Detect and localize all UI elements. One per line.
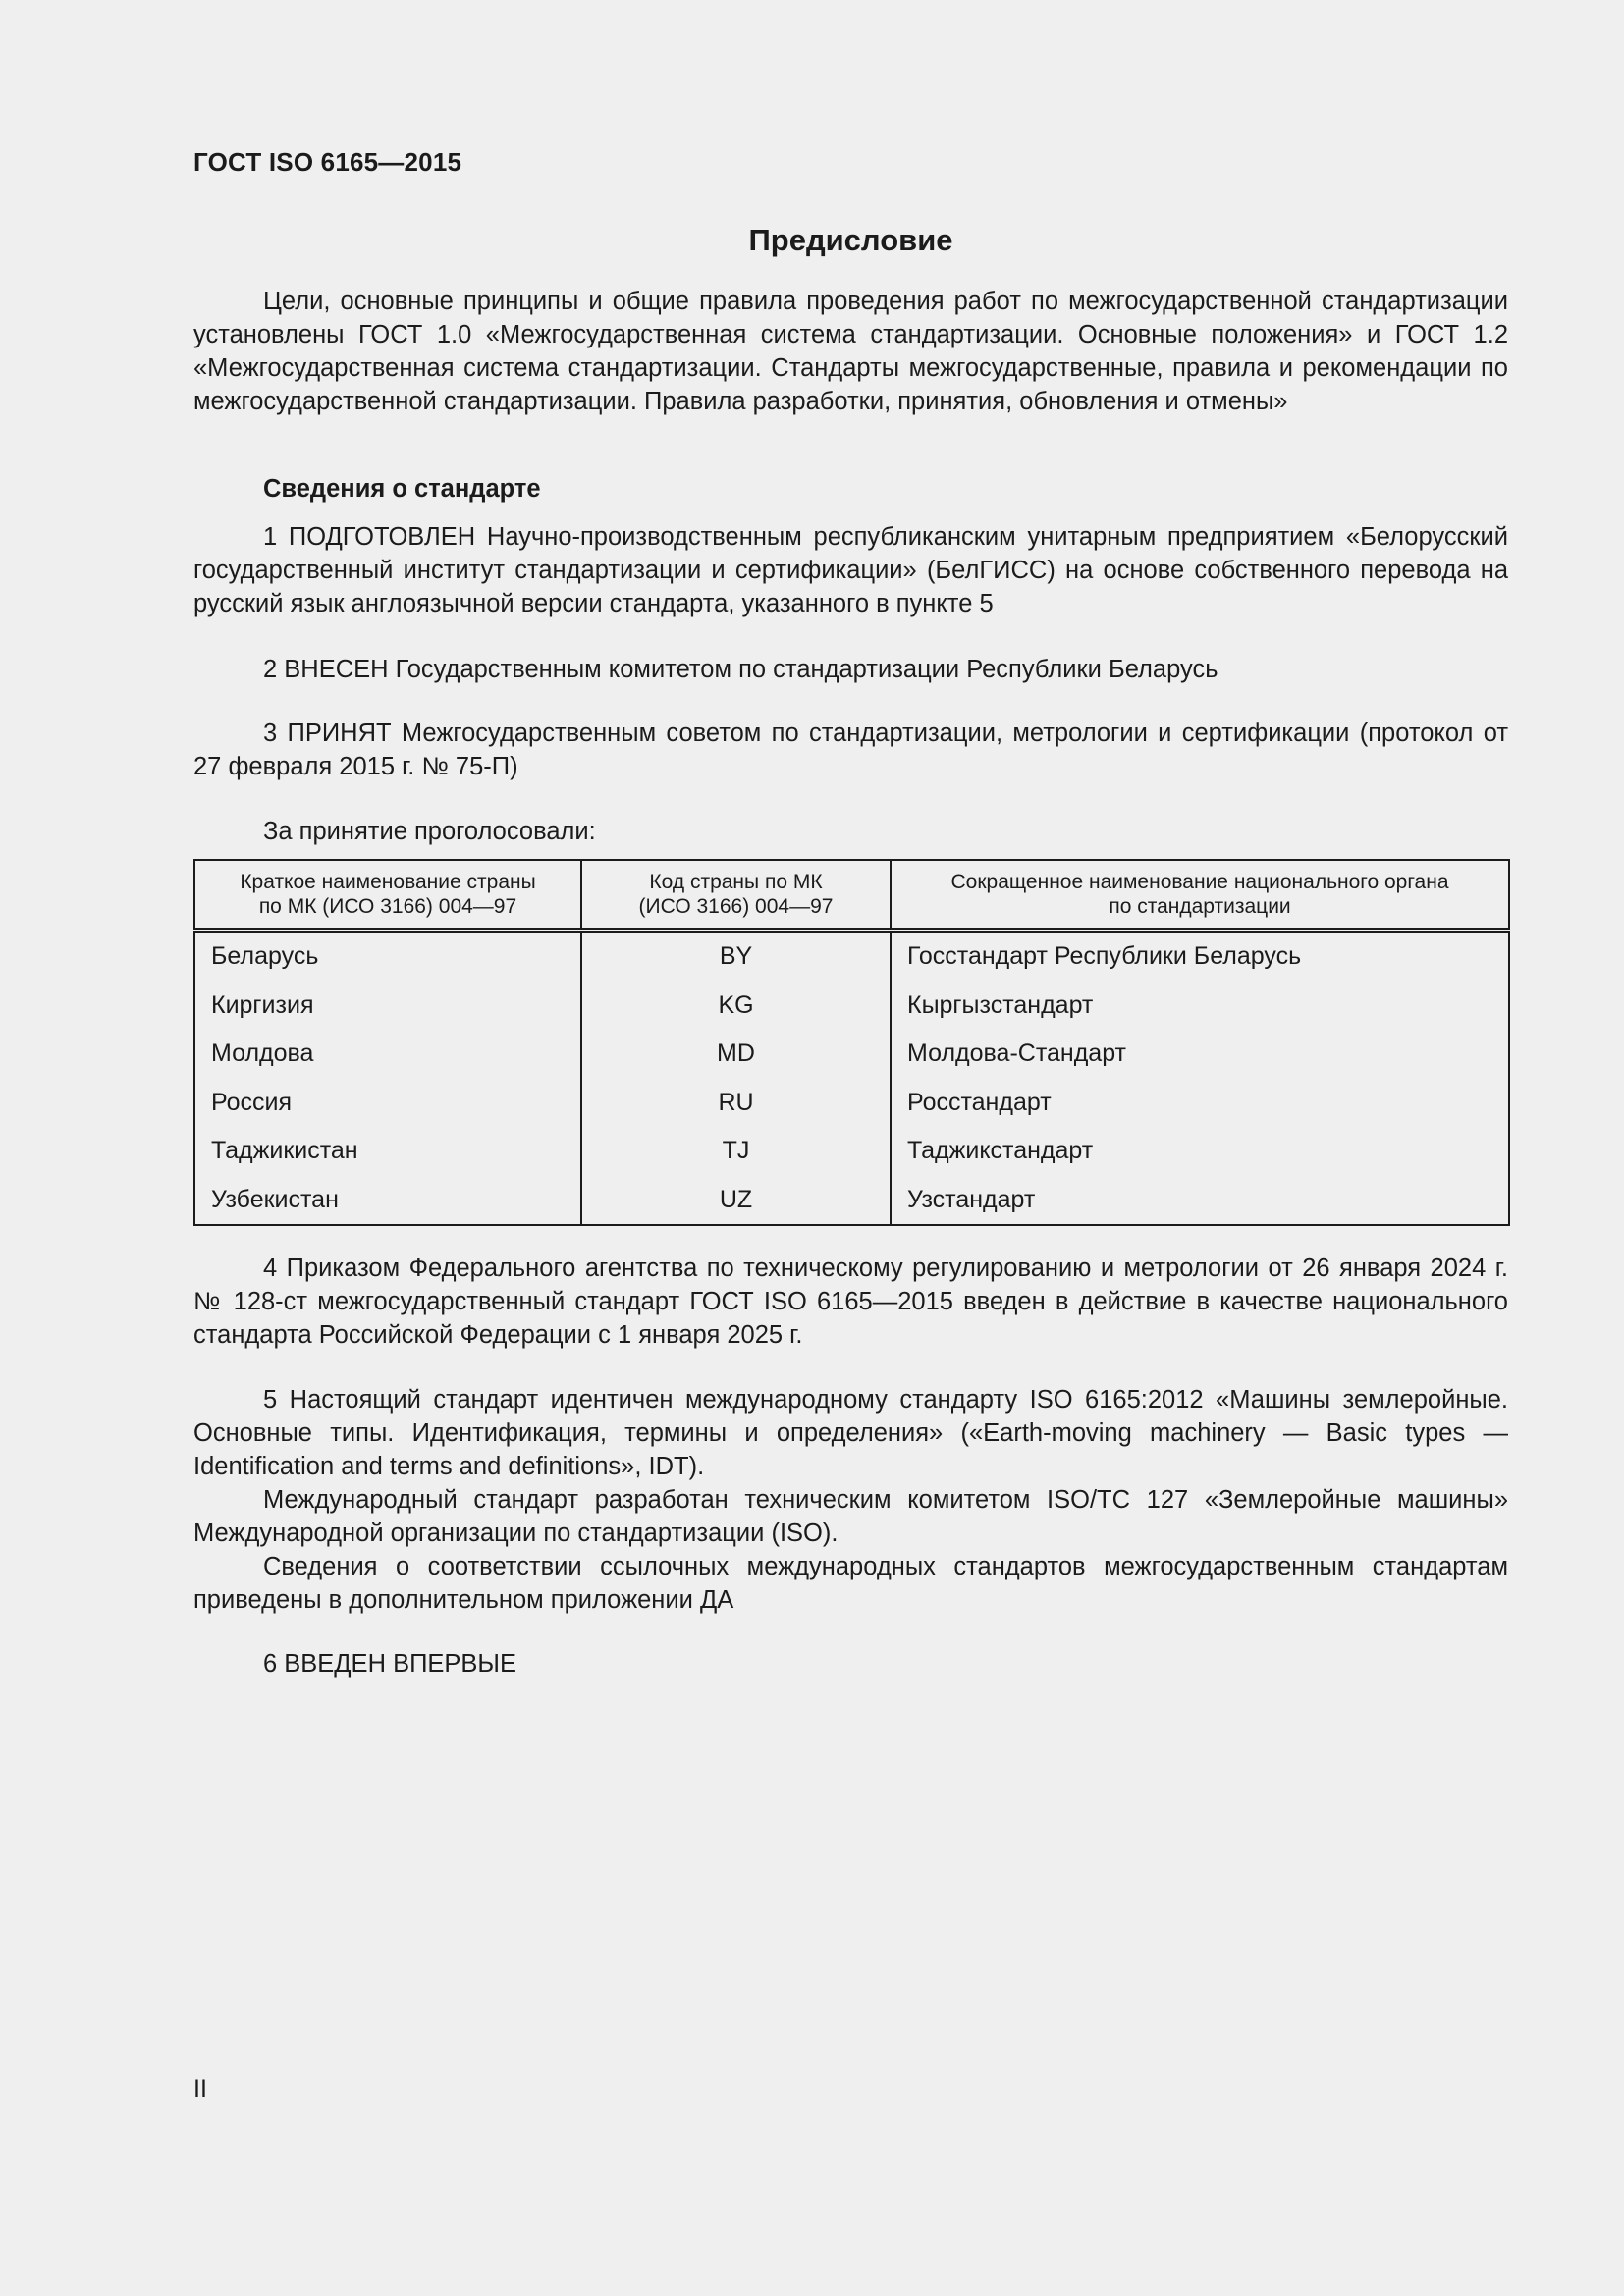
header-country-line1: Краткое наименование страны: [240, 871, 536, 893]
table-row: [194, 1176, 1509, 1226]
page-title: Предисловие: [748, 223, 953, 257]
item-5-identical: 5 Настоящий стандарт идентичен международному стандарту ISO 6165:2012 «Машины землеройные. Основные типы. Идентификация, термины и определения» («Earth-moving machinery — Basic types — Identification and terms and definitions», IDT).: [193, 1386, 1508, 1480]
item-5-references: Сведения о соответствии ссылочных международных стандартов межгосударственным стандартам приведены в дополнительном приложении ДА: [193, 1553, 1508, 1614]
table-row: [194, 1079, 1509, 1128]
header-body-line1: Сокращенное наименование национального органа: [950, 871, 1449, 893]
code-cell: RU: [581, 1079, 891, 1128]
header-country: [194, 860, 581, 931]
item-6-first-introduced: 6 ВВЕДЕН ВПЕРВЫЕ: [263, 1650, 517, 1678]
table-header-row: [194, 860, 1509, 931]
item-4-order: 4 Приказом Федерального агентства по техническому регулированию и метрологии от 26 января 2024 г. № 128-ст межгосударственный стандарт ГОСТ ISO 6165—2015 введен в действие в качестве национального стандарта Российской Федерации с 1 января 2025 г.: [193, 1255, 1508, 1349]
body-cell: Кыргызстандарт: [891, 982, 1509, 1031]
code-cell: KG: [581, 982, 891, 1031]
vote-label: За принятие проголосовали:: [263, 818, 596, 845]
intro-block: [193, 285, 1508, 418]
header-code: [581, 860, 891, 931]
country-cell: Узбекистан: [194, 1176, 581, 1226]
voting-table-wrap: [193, 859, 1508, 1226]
body-cell: Госстандарт Республики Беларусь: [891, 931, 1509, 982]
item-1-prepared: 1 ПОДГОТОВЛЕН Научно-производственным республиканским унитарным предприятием «Белорусский государственный институт стандартизации и сертификации» (БелГИСС) на основе собственного перевода на русский язык англоязычной версии стандарта, указанного в пункте 5: [193, 523, 1508, 617]
item-2-block: [193, 653, 1508, 686]
country-cell: Россия: [194, 1079, 581, 1128]
item-5-developer: Международный стандарт разработан техническим комитетом ISO/TC 127 «Землеройные машины» Международной организации по стандартизации (ISO).: [193, 1486, 1508, 1547]
body-cell: Таджикстандарт: [891, 1127, 1509, 1176]
country-cell: Киргизия: [194, 982, 581, 1031]
code-cell: BY: [581, 931, 891, 982]
item-2-submitted: 2 ВНЕСЕН Государственным комитетом по стандартизации Республики Беларусь: [263, 656, 1218, 683]
header-code-line2: (ИСО 3166) 004—97: [638, 895, 834, 918]
table-row: [194, 1127, 1509, 1176]
table-row: [194, 1030, 1509, 1079]
item-3-adopted: 3 ПРИНЯТ Межгосударственным советом по стандартизации, метрологии и сертификации (протокол от 27 февраля 2015 г. № 75-П): [193, 720, 1508, 780]
country-cell: Беларусь: [194, 931, 581, 982]
page-number: II: [193, 2075, 207, 2103]
intro-paragraph: Цели, основные принципы и общие правила проведения работ по межгосударственной стандартизации установлены ГОСТ 1.0 «Межгосударственная система стандартизации. Основные положения» и ГОСТ 1.2 «Межгосударственная система стандартизации. Стандарты межгосударственные, правила и рекомендации по межгосударственной стандартизации. Правила разработки, принятия, обновления и отмены»: [193, 288, 1508, 415]
body-cell: Росстандарт: [891, 1079, 1509, 1128]
item-4-block: [193, 1252, 1508, 1352]
header-body-line2: по стандартизации: [1109, 895, 1291, 918]
table-row: [194, 931, 1509, 982]
table-row: [194, 982, 1509, 1031]
item-1-block: [193, 520, 1508, 620]
voting-table: [193, 859, 1510, 1226]
document-code: ГОСТ ISO 6165—2015: [193, 147, 462, 177]
standard-info-heading: Сведения о стандарте: [263, 475, 541, 503]
item-3-block: [193, 717, 1508, 783]
code-cell: UZ: [581, 1176, 891, 1226]
subheading-block: [193, 472, 1508, 506]
body-cell: Узстандарт: [891, 1176, 1509, 1226]
country-cell: Таджикистан: [194, 1127, 581, 1176]
country-cell: Молдова: [194, 1030, 581, 1079]
item-5-block: [193, 1383, 1508, 1617]
vote-label-block: [193, 815, 1508, 848]
item-6-block: [193, 1647, 1508, 1681]
body-cell: Молдова-Стандарт: [891, 1030, 1509, 1079]
header-code-line1: Код страны по МК: [649, 871, 823, 893]
header-body: [891, 860, 1509, 931]
code-cell: MD: [581, 1030, 891, 1079]
code-cell: TJ: [581, 1127, 891, 1176]
header-country-line2: по МК (ИСО 3166) 004—97: [258, 895, 517, 918]
